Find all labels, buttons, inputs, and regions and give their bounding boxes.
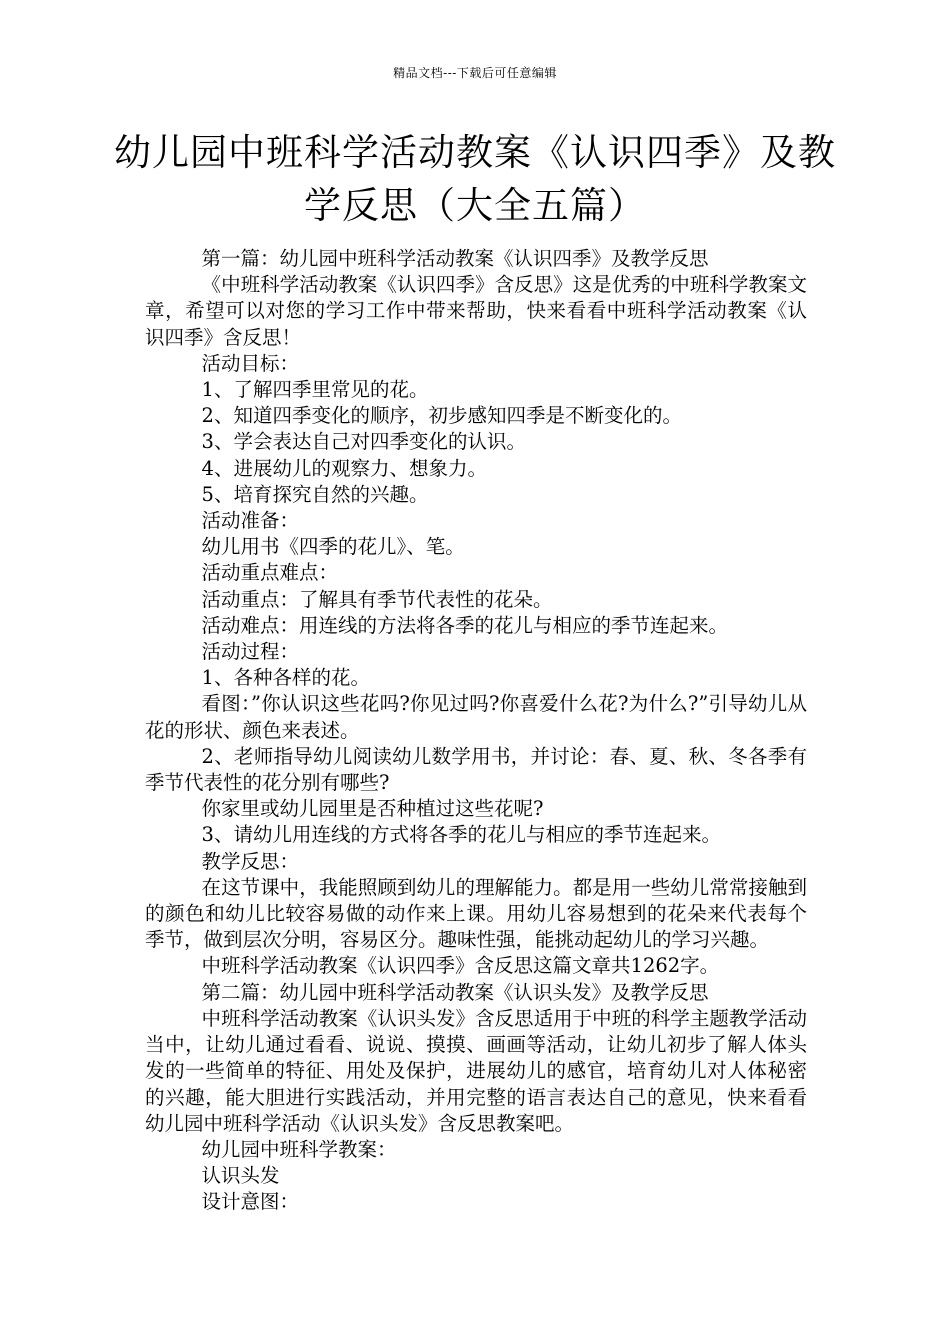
paragraph: 活动目标：	[201, 351, 300, 375]
header-note: 精品文档---下载后可任意编辑	[393, 66, 557, 80]
paragraph: 3、请幼儿用连线的方式将各季的花儿与相应的季节连起来。	[201, 823, 721, 847]
paragraph: 幼儿用书《四季的花儿》、笔。	[201, 535, 465, 559]
paragraph: 《中班科学活动教案《认识四季》含反思》这是优秀的中班科学教案文章，希望可以对您的学习工作中带来帮助，快来看看中班科学活动教案《认识四季》含反思！	[145, 273, 807, 349]
paragraph: 3、学会表达自己对四季变化的认识。	[201, 430, 526, 454]
paragraph: 活动难点：用连线的方法将各季的花儿与相应的季节连起来。	[201, 613, 729, 637]
paragraph: 活动过程：	[201, 640, 300, 664]
paragraph: 中班科学活动教案《认识头发》含反思适用于中班的科学主题教学活动当中，让幼儿通过看看、说说、摸摸、画画等活动，让幼儿初步了解人体头发的一些简单的特征、用处及保护，进展幼儿的感官，培育幼儿对人体秘密的兴趣，能大胆进行实践活动，并用完整的语言表达自己的意见，快来看看幼儿园中班科学活动《认识头发》含反思教案吧。	[145, 1006, 807, 1135]
paragraph: 看图：”你认识这些花吗?你见过吗?你喜爱什么花?为什么?”引导幼儿从花的形状、颜色来表述。	[145, 692, 807, 742]
paragraph: 第二篇：幼儿园中班科学活动教案《认识头发》及教学反思	[201, 980, 709, 1004]
paragraph: 在这节课中，我能照顾到幼儿的理解能力。都是用一些幼儿常常接触到的颜色和幼儿比较容易做的动作来上课。用幼儿容易想到的花朵来代表每个季节，做到层次分明，容易区分。趣味性强，能挑动起幼儿的学习兴趣。	[145, 875, 807, 952]
paragraph: 幼儿园中班科学教案：	[201, 1137, 397, 1161]
paragraph: 第一篇：幼儿园中班科学活动教案《认识四季》及教学反思	[201, 247, 709, 270]
document-title: 幼儿园中班科学活动教案《认识四季》及教学反思（大全五篇）	[114, 131, 836, 227]
paragraph: 设计意图：	[201, 1190, 300, 1214]
paragraph: 4、进展幼儿的观察力、想象力。	[201, 456, 487, 480]
paragraph: 活动重点难点：	[201, 561, 339, 585]
document-body	[145, 246, 807, 1216]
paragraph: 中班科学活动教案《认识四季》含反思这篇文章共1262字。	[201, 954, 720, 978]
paragraph: 活动重点：了解具有季节代表性的花朵。	[201, 587, 553, 611]
paragraph: 活动准备：	[201, 509, 300, 533]
paragraph: 2、知道四季变化的顺序，初步感知四季是不断变化的。	[201, 404, 682, 428]
paragraph: 5、培育探究自然的兴趣。	[201, 482, 429, 506]
paragraph: 2、老师指导幼儿阅读幼儿数学用书，并讨论：春、夏、秋、冬各季有季节代表性的花分别有哪些?	[145, 744, 807, 795]
paragraph: 1、各种各样的花。	[201, 666, 370, 690]
paragraph: 认识头发	[201, 1164, 280, 1188]
paragraph: 你家里或幼儿园里是否种植过这些花呢?	[201, 797, 544, 821]
paragraph: 教学反思：	[201, 849, 300, 873]
paragraph: 1、了解四季里常见的花。	[201, 378, 429, 402]
